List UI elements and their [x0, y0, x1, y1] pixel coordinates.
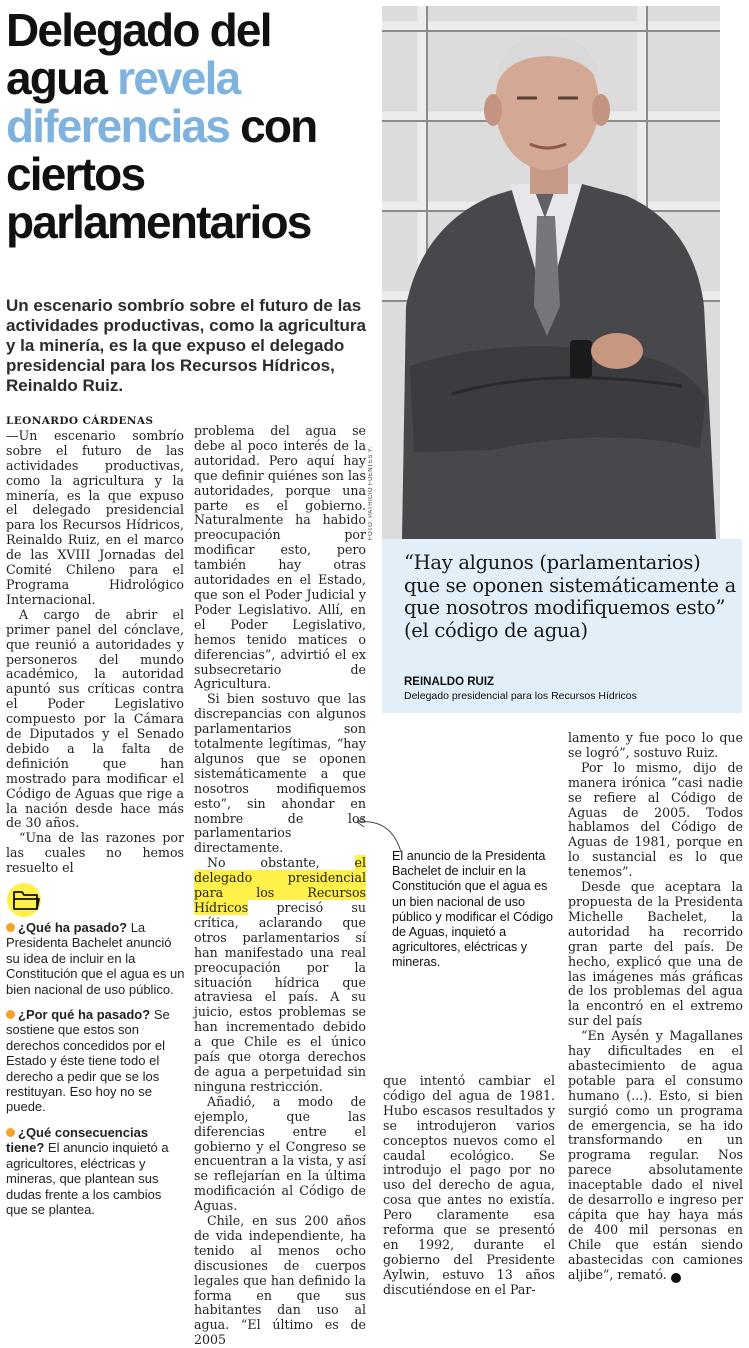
paragraph: lamento y fue poco lo que se logró”, sostuvo Ruiz.: [568, 730, 743, 760]
lead-paragraph: Un escenario sombrío sobre el futuro de las actividades productivas, como la agricultura y la minería, es la que expuso el delegado presidencial para los Recursos Hídricos, Reinaldo Ruiz.: [6, 296, 366, 395]
bullet-icon: [6, 1128, 15, 1137]
paragraph: [194, 856, 366, 1095]
paragraph: A cargo de abrir el primer panel del cónclave, que reunió a autoridades y personeros del mundo académico, la autoridad apuntó sus críticas contra el Poder Legislativo compuesto por la Cámara de Diputados y el Senado debido a la falta de definición que han mostrado para modificar el Código de Aguas que rige a la nación desde hace más de 30 años.: [6, 606, 184, 831]
paragraph: Si bien sostuvo que las discrepancias con algunos parlamentarios son totalmente legítimas, “hay algunos que se oponen sistemáticamente a que nosotros modifiquemos esto”, sin ahondar en nombre de los parlamentarios directamente.: [194, 691, 366, 856]
paragraph: que intentó cambiar el código del agua de 1981. Hubo escasos resultados y se introdujeron varios conceptos nuevos como el caudal ecológico. Se introdujo el pago por no uso del derecho de agua, cosa que antes no existía. Pero claramente esa reforma que se presentó en 1992, durante el gobierno del Presidente Aylwin, estuvo 13 años discutiéndose en el Par-: [383, 1073, 555, 1297]
folder-icon: [6, 880, 46, 918]
byline: LEONARDO CÁRDENAS: [6, 415, 154, 427]
paragraph: Por lo mismo, dijo de manera irónica “casi nadie se refiere al Código de Aguas de 2005. Todos hablamos del Código de Aguas de 1981, porque en lo sustancial es lo que tenemos”.: [568, 759, 743, 880]
faq-answer: Se sostiene que estos son derechos concedidos por el Estado y éste tiene todo el derecho a pedir que se los restituyan. Eso hoy no se puede.: [6, 1007, 170, 1115]
photo-credit: FOTO: PATRICIO FUENTES Y.: [368, 446, 374, 540]
faq-item: [6, 1125, 186, 1217]
quote-name: REINALDO RUIZ: [404, 676, 495, 688]
quote-role: Delegado presidencial para los Recursos Hídricos: [404, 690, 637, 702]
pull-quote: “Hay algunos (parlamentarios) que se oponen sistemáticamente a que nosotros modifiquemos esto” (el código de agua): [404, 551, 736, 642]
bullet-icon: [6, 1010, 15, 1019]
headline-part-3: con ciertos parlamentarios: [6, 100, 317, 248]
faq-answer: La Presidenta Bachelet anunció su idea de incluir en la Constitución que el agua es un bien nacional de uso público.: [6, 920, 185, 997]
bullet-icon: [6, 923, 15, 932]
paragraph: problema del agua se debe al poco interés de la autoridad. Pero aquí hay que definir quiénes son las autoridades, porque una parte es el gobierno. Naturalmente ha habido preocupación por modificar esto, pero también hay otras autoridades en el Estado, que son el Poder Judicial y Poder Legislativo. Allí, en el Poder Legislativo, hemos tenido matices o diferencias”, advirtió el ex subsecretario de Agricultura.: [194, 423, 366, 692]
text-run: “En Aysén y Magallanes hay dificultades en el abastecimiento de agua potable para el consumo humano (...). Esto, si bien surgió como un programa de emergencia, se ha ido transformando en un programa regular. Nos parece absolutamente inaceptable dado el nivel de desarrollo e ingreso per cápita que hay haya más de 400 mil personas en Chile que están siendo abastecidas con camiones aljibe”, remató.: [568, 1028, 743, 1282]
paragraph: Desde que aceptara la propuesta de la Presidenta Michelle Bachelet, la autoridad ha recorrido gran parte del país. De hecho, explicó que una de las imágenes más gráficas de los problemas del agua la encontró en el extremo sur del país: [568, 879, 743, 1029]
paragraph: —Un escenario sombrío sobre el futuro de las actividades productivas, como la agricultura y la minería, es la que expuso el delegado presidencial para los Recursos Hídricos, Reinaldo Ruiz, en el marco de las XVIII Jornadas del Comité Chileno para el Programa Hidrológico Internacional.: [6, 427, 184, 607]
text-run: No obstante,: [207, 855, 320, 871]
faq-question: ¿Por qué ha pasado?: [18, 1007, 151, 1023]
end-mark-icon: P: [671, 1273, 681, 1283]
faq-item: [6, 1007, 186, 1115]
faq-question: ¿Qué ha pasado?: [18, 920, 128, 935]
annotation-arrow: [345, 808, 405, 853]
faq-answer: El anuncio inquietó a agricultores, eléctricas y mineras, que plantean sus dudas frente a los cambios que se plantea.: [6, 1140, 169, 1217]
portrait-photo: [382, 6, 720, 539]
text-run: precisó su crítica, aclarando que otros parlamentarios sí han manifestado una real preocupación por la situación hídrica que atraviesa el país. A su juicio, estos problemas se han incrementado debido a que Chile es el único país que otorga derechos de agua a perpetuidad sin ninguna restricción.: [194, 900, 366, 1094]
faq-question: ¿Qué consecuencias tiene?: [6, 1124, 149, 1156]
headline-part-2: revela diferencias: [6, 52, 240, 152]
faq-item: [6, 920, 186, 997]
paragraph: [568, 1029, 743, 1283]
paragraph: Chile, en sus 200 años de vida independiente, ha tenido al menos ocho discusiones de cuerpos legales que han definido la forma en que sus habitantes dan uso al agua. “El último es de 2005: [194, 1213, 366, 1348]
article-column-3: [383, 1074, 555, 1298]
article-column-1: [6, 414, 184, 876]
article-column-2: [194, 424, 366, 1348]
highlighted-text: el delegado presidencial para los Recursos Hídricos: [194, 855, 366, 915]
headline-part-1: Delegado del agua: [6, 4, 271, 104]
headline: [6, 6, 381, 246]
paragraph: Añadió, a modo de ejemplo, que las diferencias entre el gobierno y el Congreso se encuentran a la vista, y así se reflejarían en la última modificación al Código de Aguas.: [194, 1093, 366, 1214]
paragraph: “Una de las razones por las cuales no hemos resuelto el: [6, 830, 184, 876]
faq-box: [6, 920, 186, 1227]
annotation-text: El anuncio de la Presidenta Bachelet de incluir en la Constitución que el agua es un bien nacional de uso público y modificar el Código de Aguas, inquietó a agricultores, eléctricas y mineras.: [392, 849, 554, 970]
article-column-4: [568, 731, 743, 1283]
